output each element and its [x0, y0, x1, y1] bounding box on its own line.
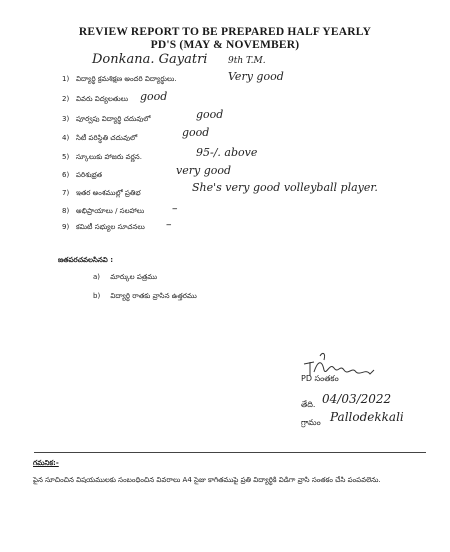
item-number: 7): [62, 189, 70, 197]
item-1: [62, 75, 177, 85]
report-title: REVIEW REPORT TO BE PREPARED HALF YEARLY: [78, 26, 372, 38]
item-number: 8): [62, 207, 70, 215]
item-number: 1): [62, 75, 70, 83]
item-number: 4): [62, 134, 70, 142]
item-label: కమిటీ సభ్యుల సూచనలు: [76, 223, 145, 231]
date-label: తేది.: [301, 400, 316, 409]
item-4-answer: good: [182, 126, 210, 139]
item-number: 9): [62, 223, 70, 231]
divider: [34, 452, 426, 453]
attachment-a-label: మార్కుల పత్రము: [110, 273, 158, 281]
item-number: 6): [62, 171, 70, 179]
attachment-a: [93, 273, 157, 283]
item-label: విద్యార్థి క్రమశిక్షణ అందరి విద్యార్థులు.: [76, 75, 177, 83]
note-text: పైన సూచించిన విషయములకు సంబంధించిన వివరాలు A4 సైజు కాగితముపై ప్రతి విద్యార్థికి విడిగా వ్రాసి సంతకం చేసి పంపవలెను.: [33, 476, 381, 484]
item-5-answer: 95-/. above: [196, 146, 258, 159]
attachment-b-label: విద్యార్థి రాతకు వ్రాసిన ఉత్తరము: [110, 292, 197, 300]
attachment-b: [93, 292, 197, 302]
item-number: 2): [62, 95, 70, 103]
item-6-answer: very good: [176, 164, 232, 177]
student-class: 9th T.M.: [228, 56, 266, 66]
item-3: [62, 115, 150, 125]
item-label: సిటీ పరిస్థితి చదువులో: [76, 134, 138, 142]
item-3-answer: good: [196, 108, 224, 121]
item-label: వివరు విద్యలతులు: [76, 95, 129, 103]
date-value: 04/03/2022: [322, 392, 392, 406]
item-label: అభిప్రాయాలు / సలహాలు: [76, 207, 145, 215]
attachments-heading: జతపరచవలసినవి :: [58, 256, 113, 264]
item-9-answer: –: [166, 218, 172, 231]
item-8-answer: –: [172, 202, 178, 215]
village-label: గ్రామం: [301, 418, 321, 427]
item-2: [62, 95, 128, 105]
village-value: Pallodekkali: [330, 410, 404, 424]
student-name: Donkana. Gayatri: [92, 52, 208, 67]
item-7-answer: She's very good volleyball player.: [192, 181, 378, 194]
attachment-a-number: a): [93, 273, 101, 281]
attachment-b-number: b): [93, 292, 101, 300]
item-2-answer: good: [140, 90, 168, 103]
item-8: [62, 207, 144, 217]
item-label: పరిశుభ్రత: [76, 171, 103, 179]
item-9: [62, 223, 145, 233]
report-subtitle: PD'S (MAY & NOVEMBER): [150, 39, 300, 51]
note-heading: గమనిక:-: [33, 459, 59, 467]
item-4: [62, 134, 137, 144]
item-1-answer: Very good: [228, 70, 284, 83]
pd-signature-label: PD సంతకం: [301, 374, 339, 383]
item-label: ఇతర అంశముల్లో ప్రతిభ: [76, 189, 141, 197]
item-label: పూర్వపు విద్యార్థి చదువులో: [76, 115, 151, 123]
item-number: 3): [62, 115, 70, 123]
item-label: స్కూలుకు హాజరు వర్ణన.: [76, 153, 142, 161]
item-5: [62, 153, 142, 163]
item-number: 5): [62, 153, 70, 161]
item-7: [62, 189, 141, 199]
item-6: [62, 171, 102, 181]
